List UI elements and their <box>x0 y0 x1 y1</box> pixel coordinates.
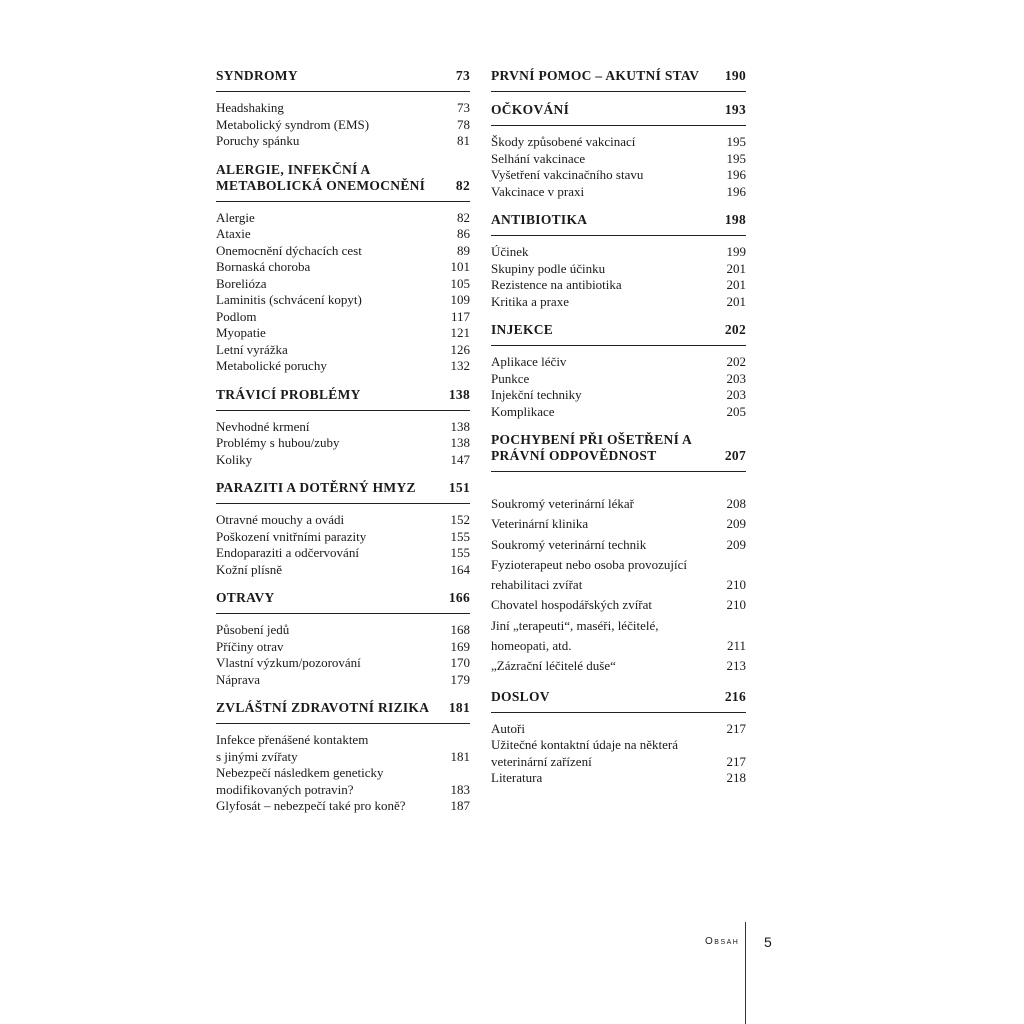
entry-title: Metabolické poruchy <box>216 358 327 373</box>
entry-page: 86 <box>457 226 470 241</box>
section-heading[interactable] <box>491 687 746 713</box>
entry-page: 201 <box>726 293 746 309</box>
toc-entry[interactable] <box>216 545 470 562</box>
section-title: OČKOVÁNÍ <box>491 102 570 117</box>
section-page: 193 <box>724 102 746 117</box>
toc-entry[interactable] <box>216 276 470 293</box>
entry-page: 169 <box>450 638 470 654</box>
entry-title: Působení jedů <box>216 622 290 637</box>
entry-page: 117 <box>450 308 470 324</box>
entry-title: Kožní plísně <box>216 561 283 577</box>
page-number: 5 <box>764 934 772 950</box>
section-entries <box>216 622 470 688</box>
section-heading[interactable] <box>491 66 746 92</box>
entry-title: Jiní „terapeuti“, maséři, léčitelé, <box>491 617 659 633</box>
entry-title: Podlom <box>216 308 257 324</box>
entry-title: Bornaská choroba <box>216 259 311 274</box>
entry-page: 152 <box>450 512 470 527</box>
entry-title: Kritika a praxe <box>491 293 569 309</box>
section-heading[interactable] <box>216 588 470 614</box>
toc-entry[interactable] <box>491 404 746 421</box>
entry-title: Onemocnění dýchacích cest <box>216 242 362 258</box>
entry-title: Koliky <box>216 451 253 467</box>
section-heading[interactable] <box>491 210 746 236</box>
entry-title: Borelióza <box>216 275 267 291</box>
section-title: TRÁVICÍ PROBLÉMY <box>216 386 361 402</box>
entry-page: 138 <box>450 435 470 450</box>
toc-entry[interactable] <box>491 514 746 534</box>
entry-title: Alergie <box>216 209 255 225</box>
toc-entry[interactable] <box>491 595 746 615</box>
entry-title: Laminitis (schvácení kopyt) <box>216 292 362 307</box>
toc-entry[interactable] <box>491 636 746 656</box>
section-heading[interactable] <box>216 66 470 92</box>
section-page: 181 <box>448 700 470 715</box>
section-heading[interactable] <box>216 160 470 202</box>
entry-title: Autoři <box>491 720 525 736</box>
toc-right-column <box>491 66 746 797</box>
entry-page: 170 <box>450 655 470 670</box>
entry-title: Skupiny podle účinku <box>491 260 606 276</box>
entry-page: 201 <box>726 277 746 292</box>
toc-entry[interactable] <box>216 512 470 529</box>
entry-page: 209 <box>726 536 746 552</box>
entry-page: 205 <box>726 403 746 419</box>
section-entries <box>216 419 470 469</box>
entry-title: s jinými zvířaty <box>216 748 298 764</box>
entry-title: Rezistence na antibiotika <box>491 277 622 292</box>
toc-entry[interactable] <box>216 672 470 689</box>
toc-entry[interactable] <box>216 798 470 815</box>
entry-page: 210 <box>726 577 746 593</box>
entry-page: 164 <box>450 561 470 577</box>
entry-title: Chovatel hospodářských zvířat <box>491 597 653 613</box>
entry-title: Veterinární klinika <box>491 516 589 532</box>
toc-section <box>491 66 746 92</box>
entry-title: Fyzioterapeut nebo osoba provozující <box>491 556 688 572</box>
entry-title: Poškození vnitřními parazity <box>216 528 367 544</box>
toc-entry[interactable] <box>491 167 746 184</box>
entry-page: 210 <box>726 597 746 613</box>
entry-title: Glyfosát – nebezpečí také pro koně? <box>216 798 406 813</box>
entry-title: Problémy s hubou/zuby <box>216 435 340 450</box>
section-page: 190 <box>724 68 746 83</box>
toc-entry[interactable] <box>216 435 470 452</box>
section-page: 166 <box>448 590 470 605</box>
entry-page: 183 <box>450 781 470 797</box>
section-title: SYNDROMY <box>216 68 298 83</box>
entry-page: 181 <box>450 748 470 764</box>
toc-section <box>216 478 470 578</box>
section-entries <box>491 244 746 310</box>
entry-title: Užitečné kontaktní údaje na některá <box>491 737 678 753</box>
toc-entry[interactable] <box>216 342 470 359</box>
section-heading[interactable] <box>491 100 746 126</box>
footer-section-label: Obsah <box>705 936 740 947</box>
entry-title: Headshaking <box>216 100 284 115</box>
toc-entry[interactable] <box>216 210 470 227</box>
entry-page: 121 <box>450 325 470 340</box>
section-page: 216 <box>724 688 746 704</box>
entry-page: 213 <box>726 658 746 674</box>
footer-divider <box>745 922 746 1024</box>
section-page: 82 <box>455 177 470 193</box>
entry-title: Nebezpečí následkem geneticky <box>216 765 384 780</box>
toc-entry[interactable] <box>216 259 470 276</box>
entry-page: 73 <box>457 100 470 115</box>
toc-entry[interactable] <box>216 117 470 134</box>
toc-entry[interactable] <box>491 277 746 294</box>
section-heading[interactable] <box>216 698 470 724</box>
toc-section <box>491 320 746 420</box>
entry-page: 132 <box>450 358 470 373</box>
toc-section <box>491 210 746 310</box>
section-title: ANTIBIOTIKA <box>491 212 588 227</box>
section-title: ZVLÁŠTNÍ ZDRAVOTNÍ RIZIKA <box>216 700 430 715</box>
entry-title: Soukromý veterinární technik <box>491 536 647 552</box>
entry-title: homeopati, atd. <box>491 638 572 654</box>
entry-page: 126 <box>450 341 470 357</box>
entry-title: Nevhodné krmení <box>216 418 310 434</box>
toc-entry[interactable] <box>216 655 470 672</box>
entry-title: Ataxie <box>216 226 251 241</box>
toc-entry[interactable] <box>491 134 746 151</box>
entry-page: 203 <box>726 387 746 402</box>
toc-entry[interactable] <box>491 261 746 278</box>
entry-title: Selhání vakcinace <box>491 150 586 166</box>
toc-section <box>216 588 470 688</box>
section-title: OTRAVY <box>216 590 275 605</box>
toc-entry[interactable] <box>491 616 746 636</box>
entry-page: 201 <box>726 260 746 276</box>
section-page: 138 <box>448 386 470 402</box>
toc-section <box>216 698 470 815</box>
toc-section <box>216 66 470 150</box>
entry-title: Infekce přenášené kontaktem <box>216 732 369 747</box>
entry-page: 209 <box>726 516 746 532</box>
toc-entry[interactable] <box>216 765 470 782</box>
toc-entry[interactable] <box>491 294 746 311</box>
section-title: POCHYBENÍ PŘI OŠETŘENÍ A PRÁVNÍ ODPOVĚDNOST <box>491 432 692 463</box>
entry-page: 179 <box>450 671 470 687</box>
entry-page: 78 <box>457 116 470 132</box>
toc-entry[interactable] <box>491 656 746 676</box>
section-entries <box>216 512 470 578</box>
entry-page: 196 <box>726 167 746 182</box>
toc-entry[interactable] <box>491 387 746 404</box>
toc-entry[interactable] <box>491 737 746 754</box>
section-page: 202 <box>724 322 746 337</box>
section-entries <box>216 732 470 815</box>
toc-entry[interactable] <box>491 354 746 371</box>
entry-title: Soukromý veterinární lékař <box>491 496 634 511</box>
toc-entry[interactable] <box>491 494 746 514</box>
section-title: PRVNÍ POMOC – AKUTNÍ STAV <box>491 68 700 83</box>
entry-page: 195 <box>726 150 746 166</box>
entry-title: Injekční techniky <box>491 387 582 402</box>
entry-page: 109 <box>450 292 470 307</box>
entry-title: Myopatie <box>216 325 266 340</box>
entry-page: 199 <box>726 244 746 259</box>
entry-title: Účinek <box>491 244 529 259</box>
entry-title: Literatura <box>491 770 543 786</box>
toc-entry[interactable] <box>216 529 470 546</box>
entry-page: 82 <box>457 209 470 225</box>
toc-entry[interactable] <box>491 754 746 771</box>
section-title: DOSLOV <box>491 688 550 704</box>
toc-entry[interactable] <box>491 535 746 555</box>
toc-entry[interactable] <box>216 309 470 326</box>
toc-entry[interactable] <box>216 732 470 749</box>
toc-entry[interactable] <box>216 639 470 656</box>
entry-title: Komplikace <box>491 403 555 419</box>
section-title: ALERGIE, INFEKČNÍ A METABOLICKÁ ONEMOCNĚNÍ <box>216 161 426 193</box>
entry-page: 138 <box>450 418 470 434</box>
entry-page: 105 <box>450 275 470 291</box>
entry-title: Otravné mouchy a ovádi <box>216 512 345 527</box>
entry-title: veterinární zařízení <box>491 753 592 769</box>
toc-entry[interactable] <box>216 749 470 766</box>
section-heading[interactable] <box>491 320 746 346</box>
toc-section <box>216 385 470 469</box>
toc-section <box>216 160 470 375</box>
entry-page: 168 <box>450 622 470 637</box>
toc-entry[interactable] <box>216 133 470 150</box>
toc-entry[interactable] <box>491 721 746 738</box>
entry-title: Vakcinace v praxi <box>491 183 585 199</box>
entry-page: 211 <box>726 638 746 654</box>
section-entries <box>491 721 746 787</box>
section-entries <box>491 354 746 420</box>
toc-entry[interactable] <box>216 325 470 342</box>
toc-entry[interactable] <box>491 151 746 168</box>
entry-page: 195 <box>726 134 746 149</box>
entry-page: 217 <box>726 720 746 736</box>
section-title: INJEKCE <box>491 322 554 337</box>
toc-entry[interactable] <box>216 562 470 579</box>
entry-page: 218 <box>726 770 746 786</box>
toc-entry[interactable] <box>216 226 470 243</box>
toc-entry[interactable] <box>216 100 470 117</box>
toc-entry[interactable] <box>216 243 470 260</box>
toc-entry[interactable] <box>216 452 470 469</box>
entry-page: 208 <box>726 496 746 511</box>
toc-entry[interactable] <box>491 371 746 388</box>
entry-title: Vlastní výzkum/pozorování <box>216 655 361 670</box>
entry-page: 147 <box>450 451 470 467</box>
entry-page: 81 <box>457 133 470 148</box>
entry-page: 155 <box>450 528 470 544</box>
toc-entry[interactable] <box>216 782 470 799</box>
section-entries <box>491 134 746 200</box>
entry-page: 217 <box>726 753 746 769</box>
entry-title: Aplikace léčiv <box>491 354 567 369</box>
entry-title: „Zázrační léčitelé duše“ <box>491 658 616 674</box>
entry-title: Poruchy spánku <box>216 133 300 148</box>
entry-title: Metabolický syndrom (EMS) <box>216 116 370 132</box>
entry-title: Příčiny otrav <box>216 638 284 654</box>
toc-left-column <box>216 66 470 825</box>
entry-title: Náprava <box>216 671 261 687</box>
entry-page: 89 <box>457 242 470 258</box>
toc-entry[interactable] <box>491 244 746 261</box>
entry-page: 196 <box>726 183 746 199</box>
toc-entry[interactable] <box>216 419 470 436</box>
entry-title: Endoparaziti a odčervování <box>216 545 359 560</box>
entry-title: Letní vyrážka <box>216 341 288 357</box>
toc-entry[interactable] <box>216 358 470 375</box>
toc-entry[interactable] <box>491 555 746 575</box>
entry-title: Škody způsobené vakcinací <box>491 134 636 149</box>
toc-section <box>491 100 746 200</box>
section-entries <box>216 100 470 150</box>
entry-title: rehabilitaci zvířat <box>491 577 583 593</box>
toc-entry[interactable] <box>491 575 746 595</box>
section-page: 198 <box>724 212 746 227</box>
section-entries <box>216 210 470 375</box>
toc-entry[interactable] <box>216 292 470 309</box>
entry-title: Punkce <box>491 370 530 386</box>
section-heading[interactable] <box>491 430 746 472</box>
section-page: 151 <box>448 480 470 495</box>
entry-page: 203 <box>726 370 746 386</box>
entry-page: 101 <box>450 259 470 274</box>
section-heading[interactable] <box>216 478 470 504</box>
toc-entry[interactable] <box>216 622 470 639</box>
section-heading[interactable] <box>216 385 470 411</box>
section-page: 207 <box>724 448 746 463</box>
section-page: 73 <box>455 68 470 83</box>
section-title: PARAZITI A DOTĚRNÝ HMYZ <box>216 480 416 495</box>
toc-entry[interactable] <box>491 184 746 201</box>
toc-section <box>491 430 746 677</box>
entry-title: modifikovaných potravin? <box>216 781 354 797</box>
entry-title: Vyšetření vakcinačního stavu <box>491 167 644 182</box>
toc-entry[interactable] <box>491 770 746 787</box>
section-entries <box>491 494 746 677</box>
entry-page: 202 <box>726 354 746 369</box>
toc-section <box>491 687 746 787</box>
entry-page: 155 <box>450 545 470 560</box>
entry-page: 187 <box>450 798 470 813</box>
